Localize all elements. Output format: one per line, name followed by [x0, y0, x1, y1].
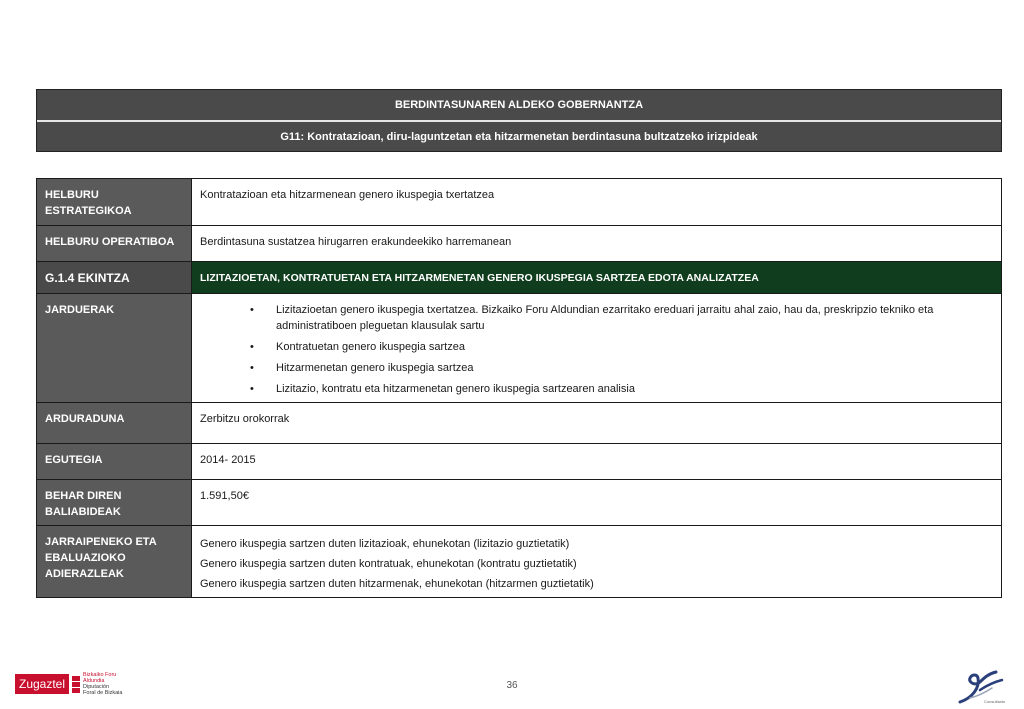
value-jarduerak [192, 294, 1002, 403]
bfa-line: Aldundia [83, 678, 105, 684]
label-line: EBALUAZIOKO [45, 552, 126, 564]
value-arduraduna: Zerbitzu orokorrak [192, 403, 1002, 444]
activity-list [200, 302, 993, 397]
value-egutegia: 2014- 2015 [192, 444, 1002, 480]
label-line: ADIERAZLEAK [45, 568, 124, 580]
bfa-line: Diputación [83, 684, 110, 690]
list-item: • Lizitazioetan genero ikuspegia txertatzea. Bizkaiko Foru Aldundian ezarritako ereduari jarraitu ahal zaio, hau da, preskripzio tekniko eta administratiboen pleguetan klausulak sartu [200, 302, 993, 334]
indicator-line: Genero ikuspegia sartzen duten kontratuak, ehunekotan (kontratu guztietatik) [200, 558, 577, 570]
label-line: JARRAIPENEKO ETA [45, 536, 157, 548]
label-behar-diren [37, 480, 192, 526]
label-jarraipeneko [37, 526, 192, 598]
label-arduraduna: ARDURADUNA [37, 403, 192, 444]
page-number: 36 [506, 680, 518, 691]
bfa-line: Foral de Bizkaia [83, 690, 123, 696]
label-line: BEHAR DIREN [45, 490, 122, 502]
table-row [37, 294, 1002, 403]
label-helburu-estrategikoa: HELBURU ESTRATEGIKOA [37, 179, 192, 226]
value-ekintza: LIZITAZIOETAN, KONTRATUETAN ETA HITZARMENETAN GENERO IKUSPEGIA SARTZEA EDOTA ANALIZATZEA [192, 262, 1002, 294]
label-ekintza: G.1.4 EKINTZA [37, 262, 192, 294]
value-jarraipeneko [192, 526, 1002, 598]
table-row [37, 226, 1002, 262]
table-row [37, 526, 1002, 598]
table-row [37, 262, 1002, 294]
value-behar-diren: 1.591,50€ [192, 480, 1002, 526]
zugaztel-wordmark: Zugaztel [15, 674, 69, 694]
value-helburu-estrategikoa: Kontratazioan eta hitzarmenean genero ikuspegia txertatzea [192, 179, 1002, 226]
value-helburu-operatiboa: Berdintasuna sustatzea hirugarren erakundeekiko harremanean [192, 226, 1002, 262]
label-jarduerak: JARDUERAK [37, 294, 192, 403]
table-row [37, 403, 1002, 444]
indicator-line: Genero ikuspegia sartzen duten hitzarmenak, ehunekotan (hitzarmen guztietatik) [200, 578, 594, 590]
table-row [37, 444, 1002, 480]
label-helburu-operatiboa: HELBURU OPERATIBOA [37, 226, 192, 262]
section-subtitle: G11: Kontratazioan, diru-laguntzetan eta hitzarmenetan berdintasuna bultzatzeko irizpideak [280, 131, 758, 143]
list-item: • Kontratuetan genero ikuspegia sartzea [200, 339, 993, 355]
action-sheet-table [36, 178, 1002, 598]
list-item: • Hitzarmenetan genero ikuspegia sartzea [200, 360, 993, 376]
section-header [36, 89, 1002, 152]
label-line: BALIABIDEAK [45, 506, 121, 518]
table-row [37, 480, 1002, 526]
bfa-line: Bizkaiko Foru [83, 672, 117, 678]
table-row [37, 179, 1002, 226]
section-title: BERDINTASUNAREN ALDEKO GOBERNANTZA [37, 90, 1001, 122]
indicator-line: Genero ikuspegia sartzen duten lizitazioak, ehunekotan (lizitazio guztietatik) [200, 538, 570, 550]
label-egutegia: EGUTEGIA [37, 444, 192, 480]
sf-caption: Consultants [984, 699, 1006, 704]
list-item: • Lizitazio, kontratu eta hitzarmenetan genero ikuspegia sartzearen analisia [200, 381, 993, 397]
